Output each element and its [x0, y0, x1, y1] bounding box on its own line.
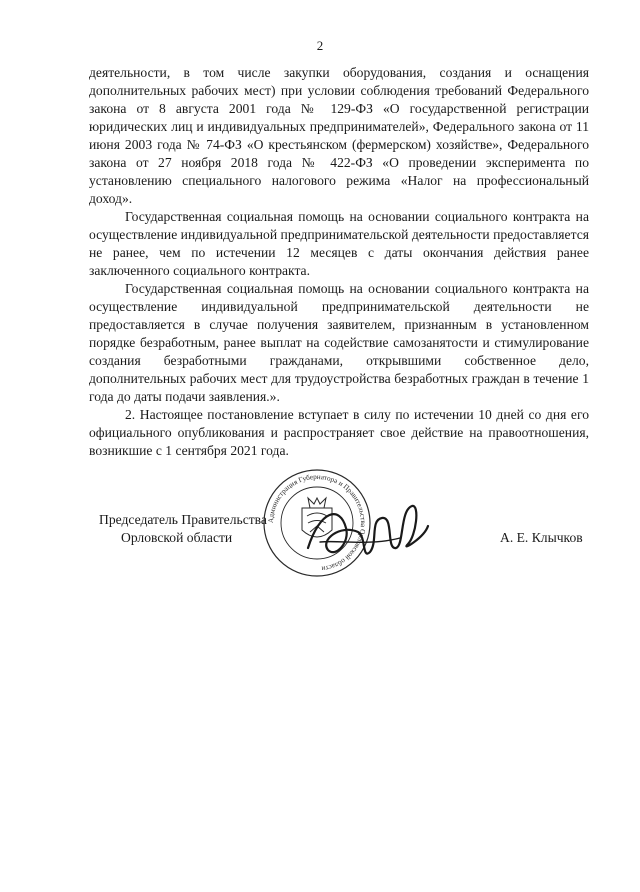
- signer-region: Орловской области: [121, 530, 233, 545]
- signature-block: [0, 512, 640, 612]
- paragraph-assistance-period: Государственная социальная помощь на основании социального контракта на осуществление индивидуальной предпринимательской деятельности предоставляется не ранее, чем по истечении 12 месяцев с даты окончания действия ранее заключенного социального контракта.: [89, 209, 589, 278]
- paragraph-assistance-exclusion: Государственная социальная помощь на основании социального контракта на осуществление индивидуальной предпринимательской деятельности не предоставляется в случае получения заявителем, признанным в установленном порядке безработным, ранее выплат на содействие самозанятости и стимулирование создания безработными гражданами, открывшими собственное дело, дополнительных рабочих мест для трудоустройства безработных граждан в течение 1 года до даты подачи заявления.».: [89, 281, 589, 404]
- signer-title: Председатель Правительства: [99, 512, 267, 527]
- signer-name: А. Е. Клычков: [500, 530, 583, 545]
- paragraph-entry-into-force: 2. Настоящее постановление вступает в силу по истечении 10 дней со дня его официального опубликования и распространяет свое действие на правоотношения, возникшие с 1 сентября 2021 года.: [89, 407, 589, 458]
- paragraph-continuation: деятельности, в том числе закупки оборудования, создания и оснащения дополнительных рабочих мест) при условии соблюдения требований Федерального закона от 8 августа 2001 года № 129-ФЗ «О государственной регистрации юридических лиц и индивидуальных предпринимателей», Федерального закона от 11 июня 2003 года № 74-ФЗ «О крестьянском (фермерском) хозяйстве», Федерального закона от 27 ноября 2018 года № 422-ФЗ «О проведении эксперимента по установлению специального налогового режима «Налог на профессиональный доход».: [89, 65, 589, 206]
- page-number: 2: [316, 38, 324, 53]
- document-body: [89, 64, 589, 460]
- seal-text: Администрация Губернатора и Правительства Орловской области: [266, 472, 368, 573]
